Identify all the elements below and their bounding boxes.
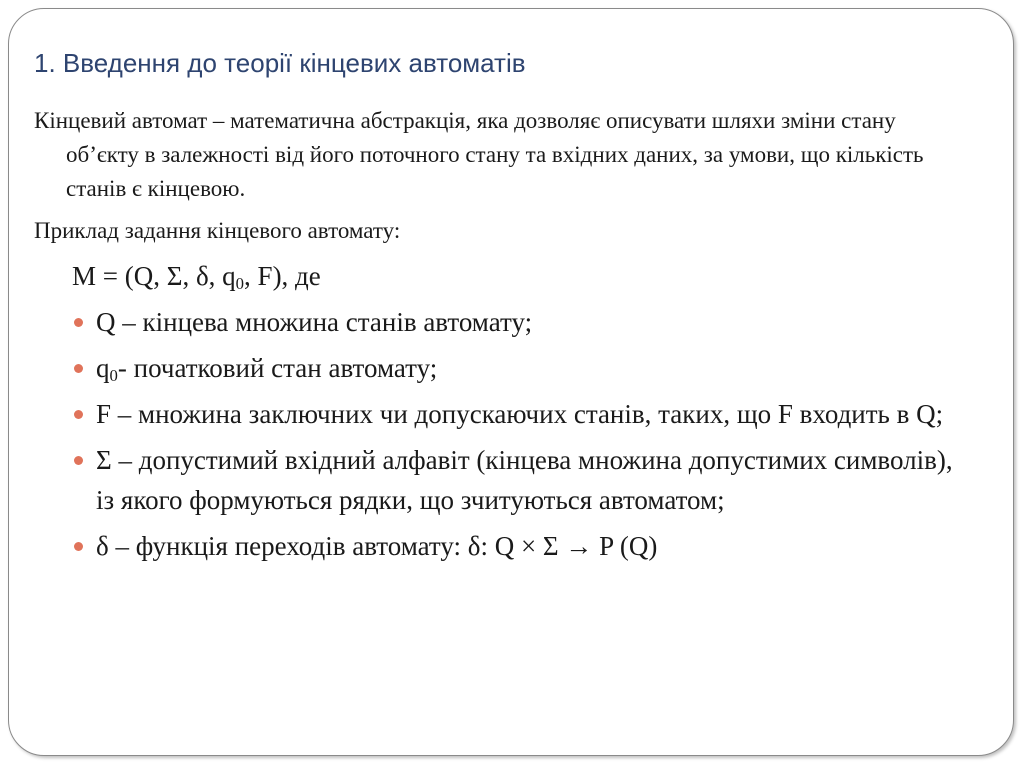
- formula-before: M = (Q, Σ, δ, q: [72, 261, 236, 291]
- list-item-text: q: [96, 353, 110, 383]
- list-item-initial-state: [72, 348, 972, 388]
- example-heading: Приклад задання кінцевого автомату:: [34, 218, 401, 243]
- list-item-states: [72, 302, 972, 342]
- list-item-subscript: 0: [109, 366, 118, 386]
- definition-block: [34, 104, 974, 206]
- definition-list: [72, 302, 972, 572]
- bullet-dot-icon: [74, 542, 83, 551]
- bullet-dot-icon: [74, 364, 83, 373]
- list-item-alphabet: [72, 440, 972, 520]
- bullet-dot-icon: [74, 456, 83, 465]
- formula: [72, 256, 321, 296]
- list-item-text: δ – функція переходів автомату: δ: Q × Σ → P (Q): [96, 531, 658, 561]
- list-item-text: Σ – допустимий вхідний алфавіт (кінцева множина допустимих символів), із якого формуються рядки, що зчитуються автоматом;: [96, 445, 953, 515]
- list-item-text: Q – кінцева множина станів автомату;: [96, 307, 533, 337]
- formula-subscript: 0: [235, 274, 245, 294]
- list-item-final-states: [72, 394, 972, 434]
- list-item-text-cont: - початковий стан автомату;: [117, 353, 438, 383]
- formula-after: , F), де: [244, 261, 321, 291]
- bullet-dot-icon: [74, 410, 83, 419]
- bullet-dot-icon: [74, 318, 83, 327]
- slide-title: 1. Введення до теорії кінцевих автоматів: [34, 48, 526, 78]
- list-item-transition-function: [72, 526, 972, 566]
- list-item-text: F – множина заключних чи допускаючих станів, таких, що F входить в Q;: [96, 399, 944, 429]
- definition-text: Кінцевий автомат – математична абстракція, яка дозволяє описувати шляхи зміни стану об’єкту в залежності від його поточного стану та вхідних даних, за умови, що кількість станів є кінцевою.: [34, 108, 924, 201]
